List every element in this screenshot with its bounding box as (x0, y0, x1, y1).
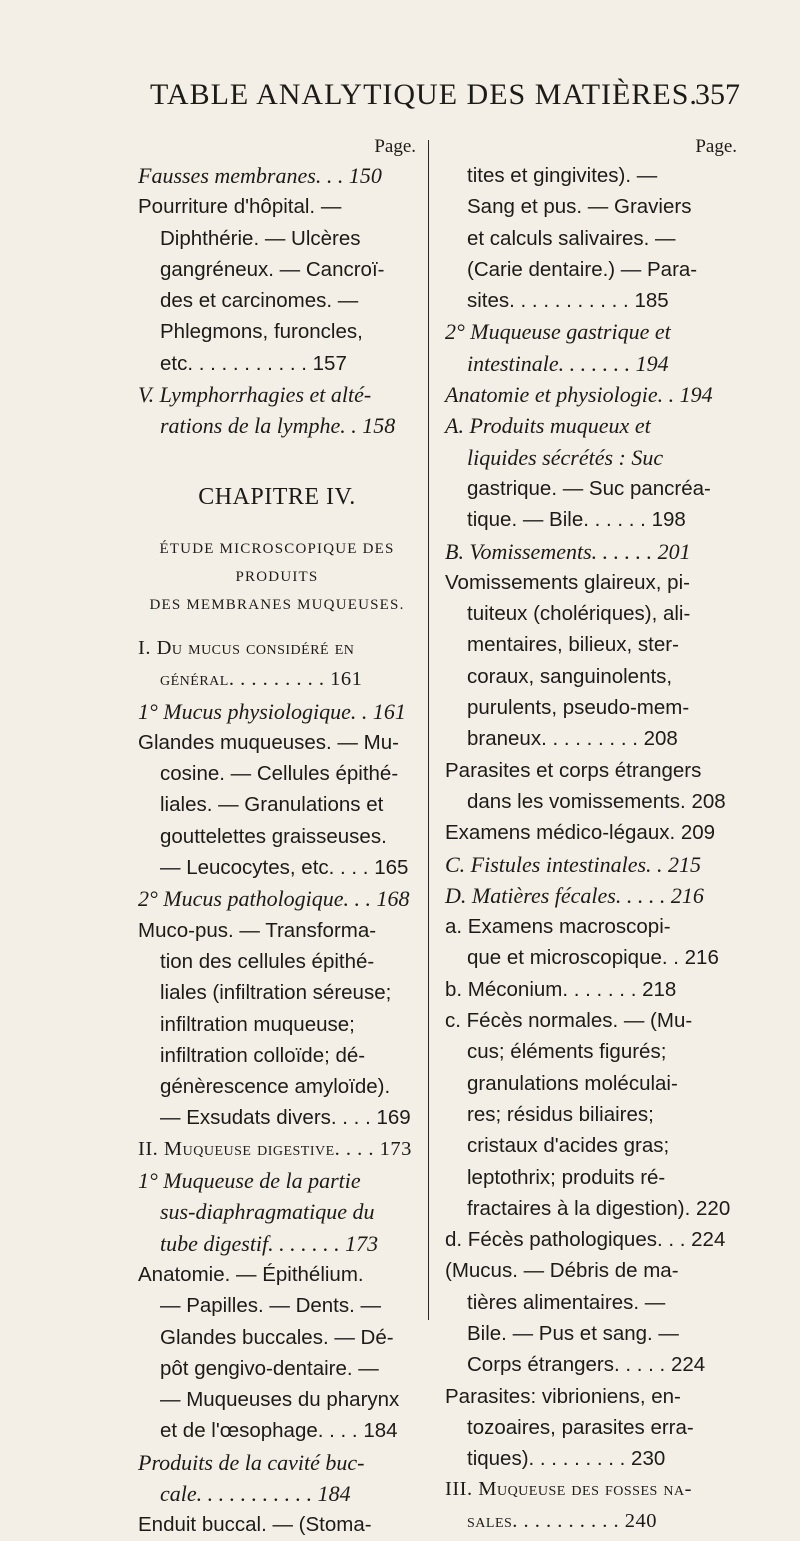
toc-line: a. Examens macroscopi- (445, 915, 671, 939)
toc-entry: b. Méconium. . . . . . . 218 (445, 977, 677, 1001)
toc-entry: 2° Muqueuse gastrique et (445, 319, 671, 345)
toc-entry: Produits de la cavité buc- (138, 1449, 365, 1475)
toc-line: liquides sécrétés : Suc (467, 444, 664, 470)
right-column (445, 134, 737, 1537)
toc-line: res; résidus biliaires; (467, 1102, 654, 1126)
toc-entry: d. Fécès pathologiques. . . 224 (445, 1228, 726, 1252)
toc-entry: Corps étrangers. . . . . 224 (467, 1353, 706, 1377)
toc-entry: intestinale. . . . . . . 194 (467, 350, 669, 376)
toc-entry: cale. . . . . . . . . . . 184 (160, 1480, 351, 1506)
page-number: 357 (695, 78, 740, 111)
toc-entry: C. Fistules intestinales. . 215 (445, 851, 702, 877)
toc-line: infiltration muqueuse; (160, 1012, 355, 1036)
toc-entry: B. Vomissements. . . . . . 201 (445, 538, 691, 564)
toc-line: Vomissements glaireux, pi- (445, 570, 690, 594)
toc-section: III. Muqueuse des fosses na- (445, 1478, 692, 1501)
toc-line: gastrique. — Suc pancréa- (467, 476, 711, 500)
toc-entry: braneux. . . . . . . . . 208 (467, 727, 678, 751)
toc-line: Glandes buccales. — Dé- (160, 1325, 394, 1349)
toc-entry: D. Matières fécales. . . . . 216 (445, 882, 704, 908)
toc-section: I. Du mucus considéré en (138, 636, 355, 659)
toc-entry: sites. . . . . . . . . . . 185 (467, 289, 669, 313)
page-column-label: Page. (695, 136, 737, 157)
toc-line: Anatomie. — Épithélium. (138, 1262, 364, 1286)
toc-entry: A. Produits muqueux et (445, 413, 651, 439)
toc-line: c. Fécès normales. — (Mu- (445, 1009, 693, 1033)
toc-line: Diphthérie. — Ulcères (160, 226, 361, 250)
chapter-subtitle (138, 535, 416, 619)
toc-entry: 2° Mucus pathologique. . . 168 (138, 886, 410, 912)
toc-entry: que et microscopique. . 216 (467, 946, 719, 970)
toc-line: Glandes muqueuses. — Mu- (138, 730, 399, 754)
toc-line: liales (infiltration séreuse; (160, 981, 392, 1005)
toc-entry: tique. — Bile. . . . . . 198 (467, 508, 686, 532)
toc-entry: et de l'œsophage. . . . 184 (160, 1419, 398, 1443)
toc-line: liales. — Granulations et (160, 793, 384, 817)
chapter-subtitle-line: ÉTUDE MICROSCOPIQUE DES PRODUITS (159, 540, 395, 585)
toc-line: (Carie dentaire.) — Para- (467, 257, 698, 281)
toc-line: Sang et pus. — Graviers (467, 195, 692, 219)
toc-line: tuiteux (cholériques), ali- (467, 602, 691, 626)
toc-line: infiltration colloïde; dé- (160, 1043, 366, 1067)
toc-line: tières alimentaires. — (467, 1290, 666, 1314)
toc-line: gangréneux. — Cancroï- (160, 257, 385, 281)
toc-entry: rations de la lymphe. . 158 (160, 413, 396, 439)
toc-line: leptothrix; produits ré- (467, 1165, 666, 1189)
chapter-subtitle-line: DES MEMBRANES MUQUEUSES. (149, 596, 405, 613)
toc-entry: V. Lymphorrhagies et alté- (138, 382, 372, 408)
toc-entry: 1° Mucus physiologique. . 161 (138, 698, 406, 724)
toc-entry: etc. . . . . . . . . . . 157 (160, 351, 347, 375)
toc-entry: tube digestif. . . . . . . 173 (160, 1230, 379, 1256)
toc-line: purulents, pseudo-mem- (467, 696, 690, 720)
toc-line: Parasites: vibrioniens, en- (445, 1384, 681, 1408)
toc-line: (Mucus. — Débris de ma- (445, 1259, 679, 1283)
toc-line: et calculs salivaires. — (467, 226, 676, 250)
toc-line: pôt gengivo-dentaire. — (160, 1356, 379, 1380)
page-column-label: Page. (374, 136, 416, 157)
toc-line: Phlegmons, furoncles, (160, 320, 363, 344)
toc-line: cristaux d'acides gras; (467, 1134, 670, 1158)
page-header (0, 78, 800, 118)
toc-entry: sales. . . . . . . . . . 240 (467, 1509, 658, 1532)
toc-line: Muco-pus. — Transforma- (138, 918, 377, 942)
toc-line: Parasites et corps étrangers (445, 758, 702, 782)
toc-line: Bile. — Pus et sang. — (467, 1321, 679, 1345)
toc-line: — Papilles. — Dents. — (160, 1294, 382, 1318)
toc-line: coraux, sanguinolents, (467, 664, 673, 688)
toc-line: granulations moléculai- (467, 1071, 678, 1095)
toc-line: génèrescence amyloïde). (160, 1075, 391, 1099)
running-title: TABLE ANALYTIQUE DES MATIÈRES. (150, 78, 698, 111)
toc-line: cus; éléments figurés; (467, 1040, 667, 1064)
toc-section: II. Muqueuse digestive. . . . 173 (138, 1137, 412, 1160)
toc-line: mentaires, bilieux, ster- (467, 633, 679, 657)
toc-entry: tiques). . . . . . . . . 230 (467, 1447, 666, 1471)
toc-entry: — Leucocytes, etc. . . . 165 (160, 856, 409, 880)
toc-line: sus-diaphragmatique du (160, 1199, 375, 1225)
toc-entry: Examens médico-légaux. 209 (445, 821, 716, 845)
toc-line: des et carcinomes. — (160, 289, 359, 313)
toc-entry: fractaires à la digestion). 220 (467, 1196, 731, 1220)
column-divider (428, 140, 429, 1320)
toc-entry: — Exsudats divers. . . . 169 (160, 1106, 411, 1130)
toc-line: Pourriture d'hôpital. — (138, 195, 342, 219)
toc-entry: Anatomie et physiologie. . 194 (445, 382, 713, 408)
toc-line: Enduit buccal. — (Stoma- (138, 1513, 372, 1537)
toc-line: gouttelettes graisseuses. (160, 824, 387, 848)
left-column (138, 134, 416, 1541)
toc-entry: 1° Muqueuse de la partie (138, 1168, 361, 1194)
chapter-heading: CHAPITRE IV. (198, 483, 356, 510)
toc-line: tozoaires, parasites erra- (467, 1415, 694, 1439)
toc-entry: général. . . . . . . . . 161 (160, 668, 363, 691)
toc-entry: Fausses membranes. . . 150 (138, 163, 382, 188)
toc-line: cosine. — Cellules épithé- (160, 762, 399, 786)
toc-line: — Muqueuses du pharynx (160, 1388, 400, 1412)
toc-entry: dans les vomissements. 208 (467, 789, 726, 813)
toc-line: tion des cellules épithé- (160, 949, 375, 973)
toc-line: tites et gingivites). — (467, 164, 658, 187)
